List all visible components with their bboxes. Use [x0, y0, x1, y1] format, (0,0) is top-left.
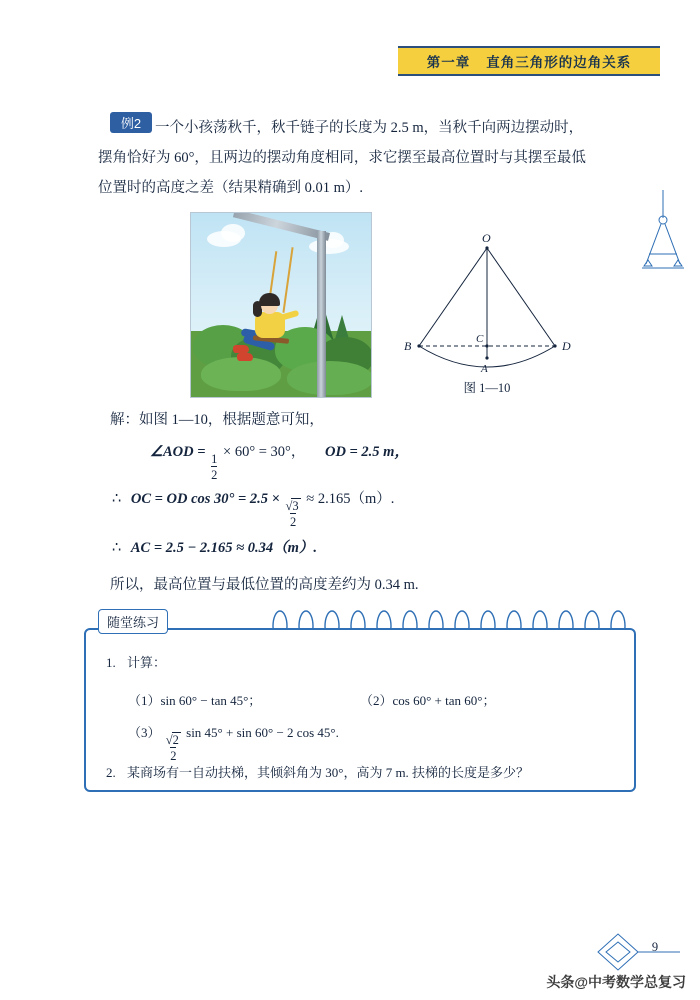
solution-line-2 — [150, 440, 409, 482]
figure-vertex-O: O — [482, 231, 491, 245]
sqrt3: √3 — [285, 498, 299, 513]
compass-icon — [636, 188, 690, 274]
q1c-rest: sin 45° + sin 60° − 2 cos 45°. — [186, 725, 339, 740]
therefore-symbol-1: ∴ — [112, 491, 122, 507]
practice-question-1c — [128, 722, 339, 763]
example-tag: 例2 — [110, 112, 152, 133]
solution-line-2-mid: × 60° = 30°， — [223, 444, 306, 460]
practice-question-2 — [106, 762, 529, 781]
solution-line-3 — [112, 487, 394, 529]
solution-oc-expr: OC = OD cos 30° = 2.5 × — [130, 491, 280, 507]
practice-question-1 — [106, 652, 166, 671]
therefore-symbol-2: ∴ — [112, 540, 122, 556]
practice-question-1a: （1）sin 60° − tan 45°； — [128, 693, 262, 708]
practice-question-1b: （2）cos 60° + tan 60°； — [360, 693, 496, 708]
geometry-figure — [392, 228, 582, 378]
practice-title: 随堂练习 — [98, 609, 168, 634]
example-line-3: 位置时的高度之差（结果精确到 0.01 m）. — [98, 180, 364, 196]
example-line-1: 一个小孩荡秋千，秋千链子的长度为 2.5 m，当秋千向两边摆动时， — [155, 120, 584, 136]
q1-text: 计算： — [127, 655, 167, 670]
solution-line-4 — [112, 536, 317, 557]
watermark-text: @中考数学总复习 — [574, 974, 686, 990]
chapter-number: 第一章 — [426, 55, 471, 70]
solution-oc-result: ≈ 2.165（m）. — [306, 491, 395, 507]
solution-lead: 解：如图 1—10，根据题意可知， — [110, 412, 324, 428]
figure-vertex-B: B — [404, 339, 412, 353]
figure-vertex-D: D — [562, 339, 571, 353]
watermark — [546, 972, 686, 992]
solution-od-value: OD = 2.5 m， — [324, 444, 409, 460]
example-line-2: 摆角恰好为 60°，且两边的摆动角度相同，求它摆至最高位置时与其摆至最低 — [98, 150, 586, 166]
swing-illustration — [190, 212, 372, 398]
sqrt2-over-2-fraction: $\frac{√2}{2}$ — [165, 732, 179, 763]
solution-angle-expr: ∠AOD = — [150, 444, 206, 460]
figure-vertex-C: C — [476, 333, 484, 345]
q1c-prefix: （3） — [128, 725, 161, 740]
page-number: 9 — [651, 940, 659, 954]
q2-number: 2. — [106, 765, 116, 780]
q2-text: 某商场有一自动扶梯，其倾斜角为 30°，高为 7 m. 扶梯的长度是多少？ — [127, 765, 530, 780]
one-half-fraction: $\frac{1}{2}$ — [211, 451, 218, 482]
solution-conclusion: 所以，最高位置与最低位置的高度差约为 0.34 m. — [110, 577, 419, 593]
figure-vertex-A: A — [481, 363, 488, 375]
sqrt3-over-2-fraction: $\frac{√3}{2}$ — [285, 498, 299, 529]
solution-ac-expr: AC = 2.5 − 2.165 ≈ 0.34（m）. — [130, 540, 317, 556]
q1-number: 1. — [106, 655, 116, 670]
chapter-banner — [398, 46, 660, 76]
watermark-prefix: 头条 — [546, 974, 575, 990]
sqrt2: √2 — [165, 732, 179, 747]
chapter-title: 直角三角形的边角关系 — [486, 55, 632, 70]
figure-caption: 图 1—10 — [463, 381, 511, 395]
